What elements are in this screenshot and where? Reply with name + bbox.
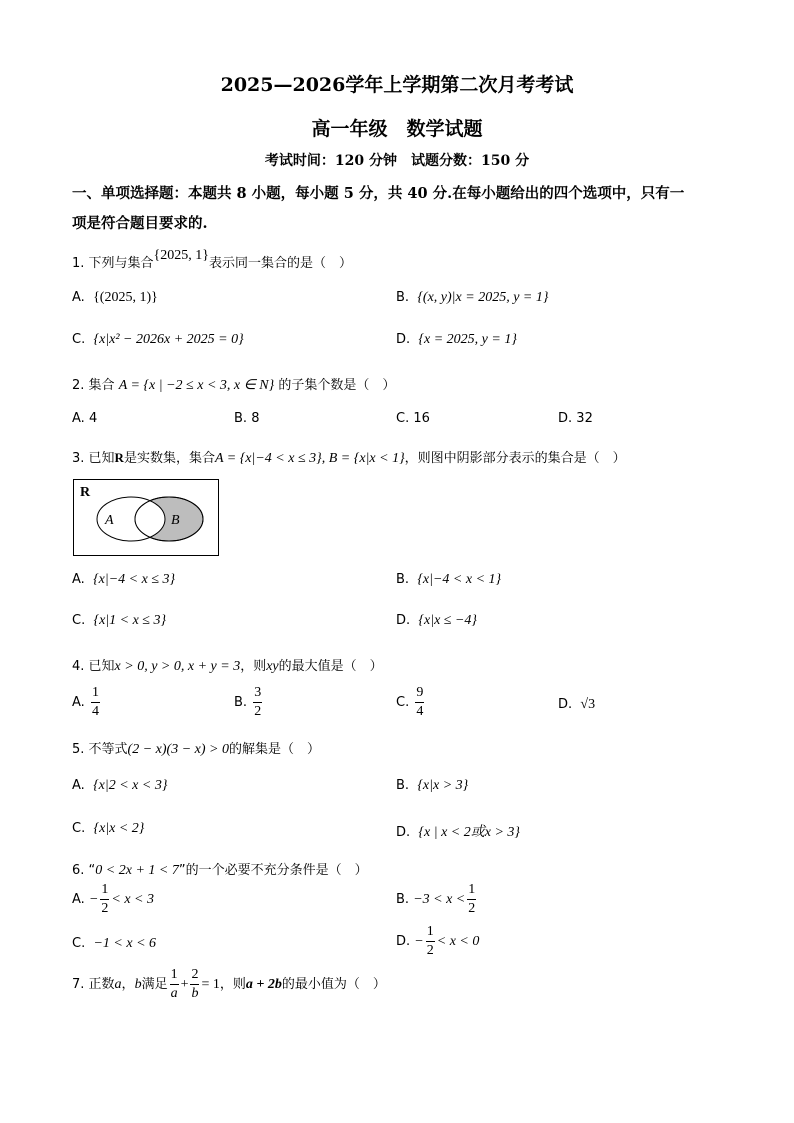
universe-label: R	[80, 485, 91, 500]
question-2-set: A = {x | −2 ≤ x < 3, x ∈ N}	[118, 378, 275, 393]
q2-option-d[interactable]: D. 32	[558, 411, 593, 426]
fraction: $\frac{1}{2}$	[468, 882, 476, 916]
question-2-stem: 2. 集合 A = {x | −2 ≤ x < 3, x ∈ N} 的子集个数是（ ）	[72, 378, 396, 393]
exam-subtitle: 高一年级 数学试题	[311, 118, 483, 140]
q5-option-b[interactable]: B. {x|x > 3}	[396, 778, 469, 793]
venn-diagram-svg	[73, 479, 219, 556]
exam-title: 2025—2026学年上学期第二次月考考试	[220, 74, 574, 96]
q3-option-d[interactable]: D. {x|x ≤ −4}	[396, 613, 478, 628]
question-1-set: {2025, 1}	[153, 248, 209, 263]
question-5-stem: 5. 不等式(2 − x)(3 − x) > 0的解集是（ ）	[72, 742, 320, 757]
venn-diagram	[73, 479, 219, 560]
q5-option-c[interactable]: C. {x|x < 2}	[72, 821, 145, 836]
fraction: $\frac{2}{b}$	[191, 967, 199, 1001]
set-a-label: A	[105, 513, 114, 528]
q1-option-d[interactable]: D. {x = 2025, y = 1}	[396, 332, 517, 347]
question-6-stem: 6. “0 < 2x + 1 < 7”的一个必要不充分条件是（ ）	[72, 863, 368, 878]
q5-option-d[interactable]: D. {x | x < 2或x > 3}	[396, 825, 521, 840]
q2-option-a[interactable]: A. 4	[72, 411, 98, 426]
q1-option-b[interactable]: B. {(x, y)|x = 2025, y = 1}	[396, 290, 549, 305]
fraction: $\frac{9}{4}$	[416, 685, 424, 719]
q1-option-c[interactable]: C. {x|x² − 2026x + 2025 = 0}	[72, 332, 244, 347]
question-4-stem: 4. 已知x > 0, y > 0, x + y = 3，则xy的最大值是（ ）	[72, 659, 383, 674]
fraction: $\frac{1}{4}$	[91, 685, 99, 719]
fraction: $\frac{1}{a}$	[170, 967, 178, 1001]
q3-option-c[interactable]: C. {x|1 < x ≤ 3}	[72, 613, 167, 628]
q2-option-b[interactable]: B. 8	[234, 411, 260, 426]
q4-option-a[interactable]: A. $\frac{1}{4}$	[72, 685, 99, 719]
question-3-stem: 3. 已知R是实数集，集合A = {x|−4 < x ≤ 3}, B = {x|x < 1}，则图中阴影部分表示的集合是（ ）	[72, 450, 626, 466]
q1-option-a[interactable]: A. {(2025, 1)}	[72, 290, 158, 305]
q6-option-a[interactable]: A. − $\frac{1}{2}$ < x < 3	[72, 882, 154, 916]
fraction: $\frac{1}{2}$	[426, 924, 434, 958]
fraction: $\frac{3}{2}$	[254, 685, 262, 719]
q6-option-d[interactable]: D. − $\frac{1}{2}$ < x < 0	[396, 924, 480, 958]
q4-option-d[interactable]: D. √3	[558, 697, 596, 712]
question-3-sets: A = {x|−4 < x ≤ 3}, B = {x|x < 1}	[214, 451, 405, 466]
question-7-stem: 7. 正数a，b满足 $\frac{1}{a}$ + $\frac{2}{b}$ = 1，则a + 2b的最小值为（ ）	[72, 967, 386, 1001]
set-b-label: B	[171, 513, 180, 528]
section-heading-line1: 一、单项选择题：本题共 8 小题，每小题 5 分，共 40 分.在每小题给出的四个选项中，只有一	[72, 185, 685, 202]
q6-option-b[interactable]: B. −3 < x < $\frac{1}{2}$	[396, 882, 476, 916]
q4-option-b[interactable]: B. $\frac{3}{2}$	[234, 685, 262, 719]
question-1-stem: 1. 下列与集合{2025, 1}表示同一集合的是（ ）	[72, 248, 353, 271]
q3-option-b[interactable]: B. {x|−4 < x < 1}	[396, 572, 502, 587]
section-heading-line2: 项是符合题目要求的.	[72, 215, 208, 232]
q3-option-a[interactable]: A. {x|−4 < x ≤ 3}	[72, 572, 176, 587]
q4-option-c[interactable]: C. $\frac{9}{4}$	[396, 685, 424, 719]
q6-option-c[interactable]: C. −1 < x < 6	[72, 936, 157, 951]
q2-option-c[interactable]: C. 16	[396, 411, 430, 426]
exam-info: 考试时间：120 分钟 试题分数：150 分	[264, 153, 530, 169]
fraction: $\frac{1}{2}$	[101, 882, 109, 916]
q5-option-a[interactable]: A. {x|2 < x < 3}	[72, 778, 168, 793]
